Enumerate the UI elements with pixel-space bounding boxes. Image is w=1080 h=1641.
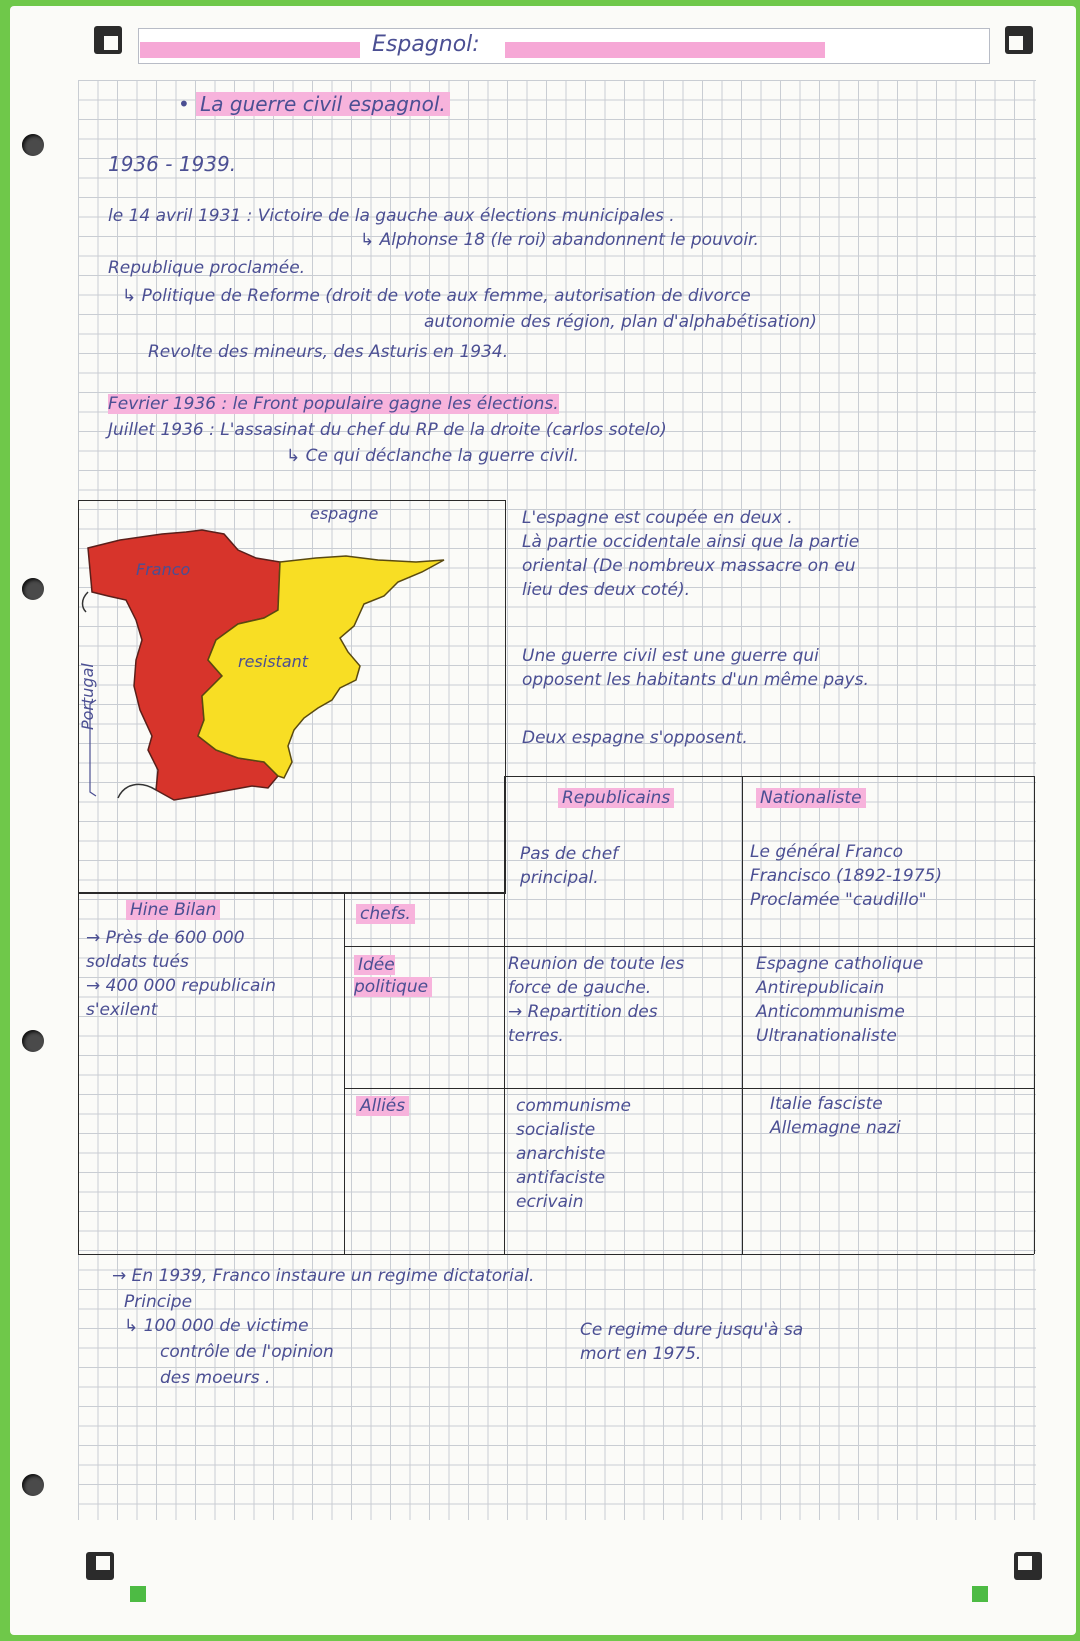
note-4: lieu des deux coté). (522, 580, 690, 600)
note-3: oriental (De nombreux massacre on eu (522, 556, 856, 576)
green-square-marker (972, 1586, 988, 1602)
rep-allies-5: ecrivain (516, 1192, 584, 1212)
map-label-resistant: resistant (238, 652, 309, 671)
nat-idee-2: Antirepublicain (756, 978, 885, 998)
event-republique: Republique proclamée. (108, 258, 306, 278)
event-fevrier-1936: Fevrier 1936 : le Front populaire gagne les élections. (108, 394, 559, 414)
col-header-nationaliste: Nationaliste (756, 786, 866, 810)
table-line (504, 776, 505, 1254)
event-alphonse: ↳ Alphonse 18 (le roi) abandonnent le pouvoir. (360, 230, 759, 250)
table-line (742, 776, 743, 1254)
event-revolte: Revolte des mineurs, des Asturis en 1934. (148, 342, 509, 362)
portugal-border-bottom (118, 784, 156, 798)
rep-idee-2: force de gauche. (508, 978, 652, 998)
nat-idee-1: Espagne catholique (756, 954, 924, 974)
map-label-portugal: Portugal (78, 663, 97, 730)
note-1: L'espagne est coupée en deux . (522, 508, 793, 528)
rep-idee-1: Reunion de toute les (508, 954, 685, 974)
nat-allies-2: Allemagne nazi (770, 1118, 901, 1138)
highlight (140, 42, 360, 58)
conclusion-5: des moeurs . (160, 1368, 271, 1388)
nat-idee-4: Ultranationaliste (756, 1026, 897, 1046)
nat-chef-2: Francisco (1892-1975) (750, 866, 942, 886)
table-line (78, 892, 79, 1254)
event-guerre: ↳ Ce qui déclanche la guerre civil. (286, 446, 579, 466)
row-header-idee: Idée politique (354, 954, 464, 998)
nat-idee-3: Anticommunisme (756, 1002, 905, 1022)
col-header-republicains: Republicains (558, 786, 674, 810)
corner-mark-icon (94, 26, 122, 54)
conclusion-2: Principe (124, 1292, 193, 1312)
event-1931: le 14 avril 1931 : Victoire de la gauche aux élections municipales . (108, 206, 675, 226)
event-reforme: ↳ Politique de Reforme (droit de vote aux femme, autorisation de divorce (122, 286, 751, 306)
rep-chef-2: principal. (520, 868, 599, 888)
binder-hole-3 (22, 1030, 44, 1052)
event-juillet-1936: Juillet 1936 : L'assasinat du chef du RP de la droite (carlos sotelo) (108, 420, 667, 440)
rep-allies-3: anarchiste (516, 1144, 606, 1164)
rep-allies-4: antifaciste (516, 1168, 606, 1188)
corner-mark-icon (86, 1552, 114, 1580)
conclusion-right-1: Ce regime dure jusqu'à sa (580, 1320, 804, 1340)
table-line (504, 776, 1034, 777)
table-line (78, 892, 504, 893)
nat-chef-3: Proclamée "caudillo" (750, 890, 927, 910)
note-7: Deux espagne s'opposent. (522, 728, 748, 748)
highlight (505, 42, 825, 58)
conclusion-right-2: mort en 1975. (580, 1344, 702, 1364)
rep-chef-1: Pas de chef (520, 844, 619, 864)
bilan-line-1: → Près de 600 000 (86, 928, 245, 948)
note-5: Une guerre civil est une guerre qui (522, 646, 819, 666)
nat-chef-1: Le général Franco (750, 842, 904, 862)
table-line (344, 1088, 1034, 1089)
conclusion-4: contrôle de l'opinion (160, 1342, 334, 1362)
map-label-franco: Franco (136, 560, 191, 579)
rep-idee-3: → Repartition des (508, 1002, 658, 1022)
event-autonomie: autonomie des région, plan d'alphabétisation) (424, 312, 817, 332)
table-line (344, 946, 1034, 947)
corner-mark-icon (1005, 26, 1033, 54)
bilan-line-3: → 400 000 republicain (86, 976, 276, 996)
note-6: opposent les habitants d'un même pays. (522, 670, 869, 690)
portugal-border (83, 592, 89, 612)
page-title: Espagnol: (372, 32, 480, 57)
binder-hole-2 (22, 578, 44, 600)
rep-allies-2: socialiste (516, 1120, 596, 1140)
bilan-title: Hine Bilan (126, 898, 220, 922)
row-header-chefs: chefs. (356, 902, 415, 926)
nat-allies-1: Italie fasciste (770, 1094, 883, 1114)
bilan-line-4: s'exilent (86, 1000, 158, 1020)
conclusion-3: ↳ 100 000 de victime (124, 1316, 309, 1336)
map-title: espagne (310, 504, 379, 523)
binder-hole-1 (22, 134, 44, 156)
note-2: Là partie occidentale ainsi que la partie (522, 532, 860, 552)
subtitle: • La guerre civil espagnol. (178, 92, 450, 116)
conclusion-1: → En 1939, Franco instaure un regime dictatorial. (112, 1266, 535, 1286)
rep-allies-1: communisme (516, 1096, 632, 1116)
dates: 1936 - 1939. (108, 152, 237, 176)
row-header-allies: Alliés (356, 1094, 409, 1118)
table-line (1034, 776, 1035, 1254)
rep-idee-4: terres. (508, 1026, 564, 1046)
binder-hole-4 (22, 1474, 44, 1496)
bilan-line-2: soldats tués (86, 952, 189, 972)
green-square-marker (130, 1586, 146, 1602)
corner-mark-icon (1014, 1552, 1042, 1580)
table-line (78, 1254, 1034, 1255)
